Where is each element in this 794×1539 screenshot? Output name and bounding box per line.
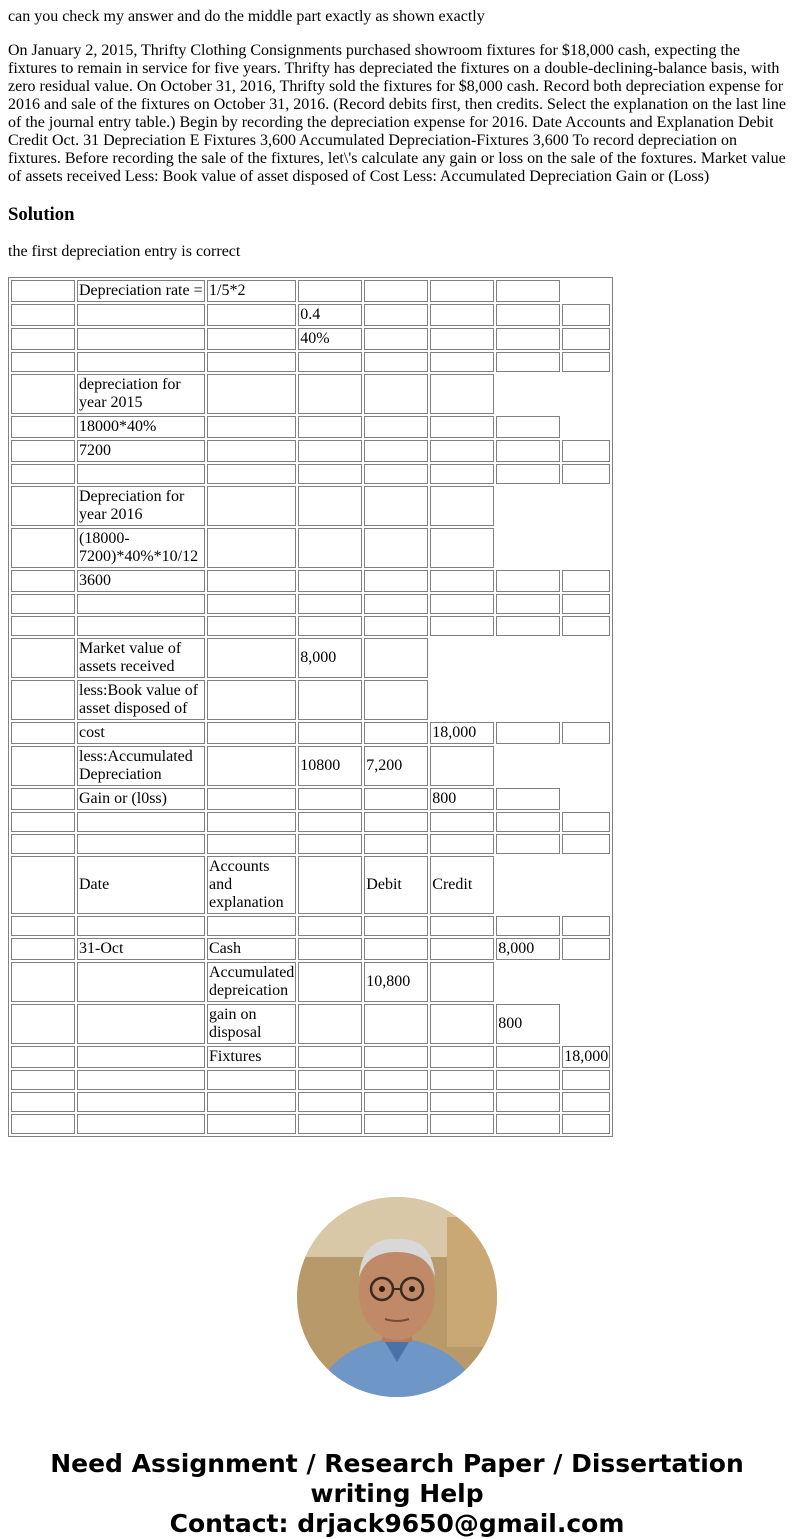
table-cell xyxy=(11,416,75,438)
table-cell xyxy=(364,280,428,302)
footer-banner xyxy=(8,1449,786,1539)
table-cell xyxy=(364,352,428,372)
table-cell xyxy=(496,416,560,438)
table-cell xyxy=(77,1092,205,1112)
table-cell: Market value of assets received xyxy=(77,638,205,678)
table-cell xyxy=(364,616,428,636)
table-cell xyxy=(207,416,296,438)
table-cell xyxy=(207,680,296,720)
table-cell xyxy=(364,486,428,526)
table-cell xyxy=(207,616,296,636)
table-cell xyxy=(298,834,362,854)
table-cell xyxy=(298,812,362,832)
table-cell: (18000-7200)*40%*10/12 xyxy=(77,528,205,568)
table-cell xyxy=(77,328,205,350)
table-cell xyxy=(207,328,296,350)
table-cell xyxy=(364,374,428,414)
table-cell xyxy=(364,812,428,832)
table-cell: Accounts and explanation xyxy=(207,856,296,914)
table-cell xyxy=(11,962,75,1002)
table-cell xyxy=(496,834,560,854)
table-cell xyxy=(11,788,75,810)
table-cell xyxy=(298,616,362,636)
table-cell: Accumulated depreication xyxy=(207,962,296,1002)
table-cell xyxy=(430,374,494,414)
table-cell xyxy=(430,916,494,936)
table-cell xyxy=(77,962,205,1002)
table-cell: Fixtures xyxy=(207,1046,296,1068)
table-cell xyxy=(207,746,296,786)
table-cell xyxy=(562,352,610,372)
table-cell xyxy=(430,1004,494,1044)
table-cell xyxy=(11,722,75,744)
table-cell xyxy=(11,528,75,568)
table-cell xyxy=(207,916,296,936)
table-cell xyxy=(298,416,362,438)
table-cell xyxy=(562,464,610,484)
table-cell xyxy=(207,812,296,832)
table-cell xyxy=(298,464,362,484)
table-cell xyxy=(298,856,362,914)
table-cell xyxy=(207,722,296,744)
table-cell xyxy=(496,616,560,636)
table-cell xyxy=(207,374,296,414)
table-cell xyxy=(207,594,296,614)
table-cell: 3600 xyxy=(77,570,205,592)
table-row xyxy=(11,594,610,614)
table-cell: 8,000 xyxy=(298,638,362,678)
table-cell xyxy=(364,416,428,438)
table-cell: 18,000 xyxy=(430,722,494,744)
solution-note: the first depreciation entry is correct xyxy=(8,243,241,260)
table-cell xyxy=(364,1092,428,1112)
table-row xyxy=(11,1114,610,1134)
table-cell xyxy=(11,746,75,786)
table-cell xyxy=(430,594,494,614)
table-cell xyxy=(364,464,428,484)
table-cell xyxy=(364,722,428,744)
table-row xyxy=(11,486,610,526)
table-cell: Date xyxy=(77,856,205,914)
table-row xyxy=(11,722,610,744)
table-cell xyxy=(364,788,428,810)
table-cell xyxy=(77,1114,205,1134)
table-cell xyxy=(496,594,560,614)
table-cell xyxy=(364,440,428,462)
table-cell xyxy=(207,570,296,592)
table-cell: Credit xyxy=(430,856,494,914)
table-cell xyxy=(11,1004,75,1044)
table-cell xyxy=(496,1070,560,1090)
table-cell xyxy=(496,916,560,936)
table-cell xyxy=(496,328,560,350)
table-cell xyxy=(77,916,205,936)
table-row xyxy=(11,616,610,636)
table-row xyxy=(11,1070,610,1090)
table-cell xyxy=(562,938,610,960)
table-cell xyxy=(364,1114,428,1134)
table-cell xyxy=(562,834,610,854)
table-cell xyxy=(430,352,494,372)
table-cell xyxy=(11,440,75,462)
table-cell xyxy=(496,1046,560,1068)
table-cell xyxy=(496,570,560,592)
table-cell xyxy=(562,570,610,592)
table-row xyxy=(11,1004,610,1044)
table-cell xyxy=(207,834,296,854)
table-cell xyxy=(77,304,205,326)
table-cell xyxy=(364,938,428,960)
table-cell xyxy=(430,746,494,786)
table-cell xyxy=(364,594,428,614)
table-row xyxy=(11,1092,610,1112)
table-cell: gain on disposal xyxy=(207,1004,296,1044)
table-cell xyxy=(11,352,75,372)
table-cell xyxy=(562,304,610,326)
table-cell xyxy=(430,528,494,568)
table-row xyxy=(11,746,610,786)
table-row xyxy=(11,374,610,414)
table-row xyxy=(11,1046,610,1068)
table-cell xyxy=(430,812,494,832)
table-cell xyxy=(77,352,205,372)
table-row xyxy=(11,680,610,720)
table-cell xyxy=(430,440,494,462)
table-cell xyxy=(207,638,296,678)
table-cell: 31-Oct xyxy=(77,938,205,960)
table-cell xyxy=(364,570,428,592)
table-cell xyxy=(298,680,362,720)
table-row xyxy=(11,856,610,914)
table-cell xyxy=(11,304,75,326)
author-avatar xyxy=(297,1197,497,1397)
table-cell xyxy=(207,486,296,526)
table-cell xyxy=(11,464,75,484)
table-cell xyxy=(430,464,494,484)
table-cell xyxy=(298,486,362,526)
table-cell xyxy=(496,722,560,744)
table-cell xyxy=(11,856,75,914)
table-row xyxy=(11,440,610,462)
table-cell xyxy=(430,938,494,960)
table-cell xyxy=(77,594,205,614)
table-cell xyxy=(298,594,362,614)
table-cell xyxy=(11,680,75,720)
table-cell xyxy=(298,938,362,960)
table-cell: depreciation for year 2015 xyxy=(77,374,205,414)
table-cell xyxy=(298,352,362,372)
table-cell xyxy=(496,352,560,372)
table-cell xyxy=(77,1070,205,1090)
table-cell xyxy=(11,938,75,960)
table-cell xyxy=(430,616,494,636)
table-cell xyxy=(496,812,560,832)
table-cell xyxy=(562,440,610,462)
table-cell: 800 xyxy=(430,788,494,810)
table-cell xyxy=(430,834,494,854)
question-body: On January 2, 2015, Thrifty Clothing Consignments purchased showroom fixtures for $18,000 cash, expecting the fixtures to remain in service for five years. Thrifty has depreciated the fixtures on a double-declining-balance basis, with zero residual value. On October 31, 2016, Thrifty sold the fixtures for $8,000 cash. Record both depreciation expense for 2016 and sale of the fixtures on October 31, 2016. (Record debits first, then credits. Select the explanation on the last line of the journal entry table.) Begin by recording the depreciation expense for 2016. Date Accounts and Explanation Debit Credit Oct. 31 Depreciation E Fixtures 3,600 Accumulated Depreciation-Fixtures 3,600 To record depreciation on fixtures. Before recording the sale of the fixtures, let\'s calculate any gain or loss on the sale of the foxtures. Market value of assets received Less: Book value of asset disposed of Cost Less: Accumulated Depreciation Gain or (Loss) xyxy=(8,42,787,185)
table-cell: 18000*40% xyxy=(77,416,205,438)
table-cell xyxy=(77,834,205,854)
table-cell: Debit xyxy=(364,856,428,914)
table-row xyxy=(11,962,610,1002)
table-cell xyxy=(11,1092,75,1112)
table-cell xyxy=(496,280,560,302)
table-cell xyxy=(207,1070,296,1090)
table-cell xyxy=(562,616,610,636)
footer-help-text: Need Assignment / Research Paper / Dissertation writing Help xyxy=(50,1449,744,1508)
table-row xyxy=(11,834,610,854)
table-row xyxy=(11,938,610,960)
table-cell: 18,000 xyxy=(562,1046,610,1068)
table-cell: cost xyxy=(77,722,205,744)
table-row xyxy=(11,528,610,568)
table-row xyxy=(11,464,610,484)
table-cell xyxy=(496,1114,560,1134)
table-cell: 10,800 xyxy=(364,962,428,1002)
table-cell xyxy=(430,1070,494,1090)
table-cell xyxy=(562,1092,610,1112)
table-cell xyxy=(298,374,362,414)
footer-contact: Contact: drjack9650@gmail.com xyxy=(169,1509,625,1538)
table-cell xyxy=(11,638,75,678)
table-cell xyxy=(562,1114,610,1134)
table-cell xyxy=(430,1092,494,1112)
table-row xyxy=(11,570,610,592)
table-cell xyxy=(298,280,362,302)
table-cell xyxy=(11,486,75,526)
table-cell xyxy=(562,328,610,350)
table-cell xyxy=(77,464,205,484)
table-cell xyxy=(11,1114,75,1134)
table-cell xyxy=(207,440,296,462)
table-cell: Gain or (l0ss) xyxy=(77,788,205,810)
table-cell xyxy=(562,594,610,614)
table-cell xyxy=(298,440,362,462)
table-cell xyxy=(430,962,494,1002)
table-cell: Cash xyxy=(207,938,296,960)
table-cell xyxy=(298,1114,362,1134)
table-row xyxy=(11,352,610,372)
table-cell xyxy=(11,1046,75,1068)
table-cell xyxy=(364,680,428,720)
table-cell xyxy=(298,962,362,1002)
table-cell xyxy=(207,1092,296,1112)
table-cell xyxy=(364,328,428,350)
table-row xyxy=(11,328,610,350)
table-cell xyxy=(298,528,362,568)
table-cell: 10800 xyxy=(298,746,362,786)
table-cell xyxy=(364,1046,428,1068)
table-cell xyxy=(496,304,560,326)
table-cell xyxy=(298,1046,362,1068)
table-cell xyxy=(207,788,296,810)
table-cell xyxy=(430,1046,494,1068)
table-cell xyxy=(77,1046,205,1068)
table-cell xyxy=(298,722,362,744)
table-cell xyxy=(11,280,75,302)
table-row xyxy=(11,788,610,810)
table-cell xyxy=(430,486,494,526)
table-cell xyxy=(496,788,560,810)
table-cell xyxy=(562,722,610,744)
table-cell xyxy=(298,1070,362,1090)
table-cell xyxy=(207,464,296,484)
table-row xyxy=(11,280,610,302)
table-cell xyxy=(430,570,494,592)
table-cell: 40% xyxy=(298,328,362,350)
table-cell xyxy=(11,916,75,936)
table-cell: 0.4 xyxy=(298,304,362,326)
table-cell: Depreciation for year 2016 xyxy=(77,486,205,526)
table-cell xyxy=(298,916,362,936)
table-row xyxy=(11,638,610,678)
table-cell xyxy=(298,788,362,810)
table-cell xyxy=(207,352,296,372)
table-cell xyxy=(364,528,428,568)
table-cell xyxy=(496,440,560,462)
table-cell xyxy=(11,570,75,592)
table-cell xyxy=(298,1004,362,1044)
table-cell xyxy=(364,834,428,854)
table-cell xyxy=(77,616,205,636)
table-cell xyxy=(207,528,296,568)
table-cell xyxy=(207,304,296,326)
table-cell xyxy=(11,328,75,350)
table-cell xyxy=(430,280,494,302)
table-cell xyxy=(11,812,75,832)
table-cell: 7200 xyxy=(77,440,205,462)
table-cell: 7,200 xyxy=(364,746,428,786)
table-cell xyxy=(364,1004,428,1044)
table-cell xyxy=(364,1070,428,1090)
table-cell xyxy=(77,1004,205,1044)
table-cell xyxy=(77,812,205,832)
table-cell: Depreciation rate = xyxy=(77,280,205,302)
table-cell xyxy=(11,374,75,414)
table-cell xyxy=(562,812,610,832)
table-cell xyxy=(496,1092,560,1112)
table-cell xyxy=(11,594,75,614)
question-intro: can you check my answer and do the middle part exactly as shown exactly xyxy=(8,8,485,25)
table-cell: 1/5*2 xyxy=(207,280,296,302)
table-row xyxy=(11,916,610,936)
table-cell xyxy=(562,916,610,936)
table-cell xyxy=(430,1114,494,1134)
table-cell xyxy=(364,916,428,936)
table-cell xyxy=(430,328,494,350)
table-row xyxy=(11,812,610,832)
table-cell: 800 xyxy=(496,1004,560,1044)
table-cell xyxy=(298,1092,362,1112)
table-cell xyxy=(11,1070,75,1090)
solution-heading: Solution xyxy=(8,204,75,225)
table-cell xyxy=(11,616,75,636)
table-cell xyxy=(11,834,75,854)
table-cell xyxy=(298,570,362,592)
table-cell xyxy=(562,1070,610,1090)
table-row xyxy=(11,304,610,326)
table-cell xyxy=(496,464,560,484)
table-cell: less:Accumulated Depreciation xyxy=(77,746,205,786)
table-row xyxy=(11,416,610,438)
table-cell xyxy=(364,304,428,326)
table-cell xyxy=(207,1114,296,1134)
table-cell xyxy=(430,304,494,326)
table-cell: 8,000 xyxy=(496,938,560,960)
table-cell xyxy=(364,638,428,678)
table-cell: less:Book value of asset disposed of xyxy=(77,680,205,720)
solution-table xyxy=(8,277,613,1137)
table-cell xyxy=(430,416,494,438)
